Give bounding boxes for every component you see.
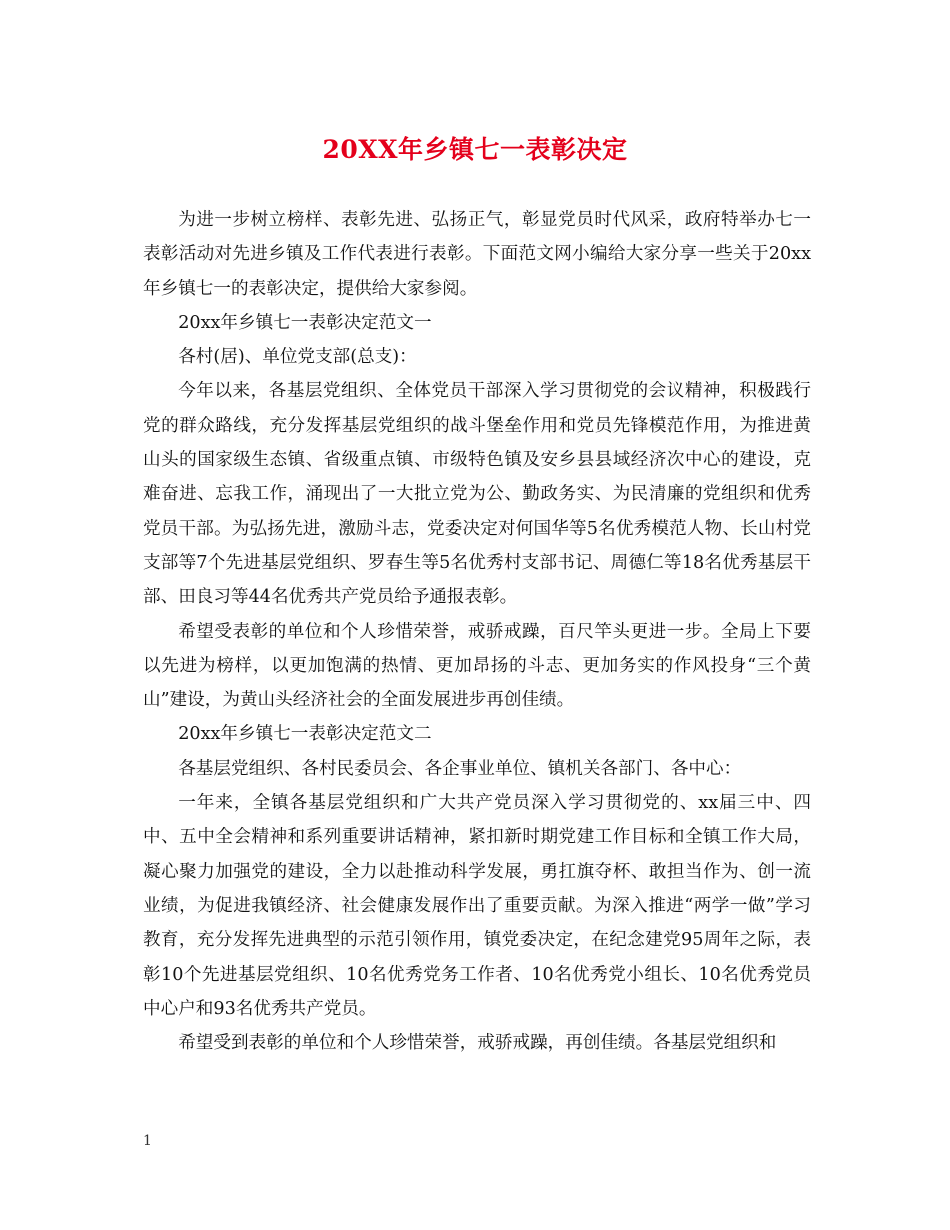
section-heading-one: 20xx年乡镇七一表彰决定范文一 bbox=[178, 312, 432, 333]
page-number: 1 bbox=[143, 1133, 152, 1149]
body-paragraph: 一年来，全镇各基层党组织和广大共产党员深入学习贯彻党的、xx届三中、四中、五中全会精神和系列重要讲话精神，紧扣新时期党建工作目标和全镇工作大局，凝心聚力加强党的建设，全力以赴推动科学发展，勇扛旗夺杯、敢担当作为、创一流业绩，为促进我镇经济、社会健康发展作出了重要贡献。为深入推进“两学一做”学习教育，充分发挥先进典型的示范引领作用，镇党委决定，在纪念建党95周年之际，表彰10个先进基层党组织、10名优秀党务工作者、10名优秀党小组长、10名优秀党员中心户和93名优秀共产党员。 bbox=[143, 793, 811, 1019]
body-paragraph: 希望受到表彰的单位和个人珍惜荣誉，戒骄戒躁，再创佳绩。各基层党组织和 bbox=[178, 1033, 777, 1054]
document-title: 20XX年乡镇七一表彰决定 bbox=[322, 135, 628, 164]
body-paragraph: 希望受表彰的单位和个人珍惜荣誉，戒骄戒躁，百尺竿头更进一步。全局上下要以先进为榜样，以更加饱满的热情、更加昂扬的斗志、更加务实的作风投身“三个黄山”建设，为黄山头经济社会的全面发展进步再创佳绩。 bbox=[143, 621, 811, 711]
document-body bbox=[143, 203, 811, 1060]
salutation-two: 各基层党组织、各村民委员会、各企事业单位、镇机关各部门、各中心： bbox=[178, 758, 742, 779]
salutation-one: 各村(居)、单位党支部(总支)： bbox=[178, 347, 417, 368]
body-paragraph: 今年以来，各基层党组织、全体党员干部深入学习贯彻党的会议精神，积极践行党的群众路线，充分发挥基层党组织的战斗堡垒作用和党员先锋模范作用，为推进黄山头的国家级生态镇、省级重点镇、市级特色镇及安乡县县域经济次中心的建设，克难奋进、忘我工作，涌现出了一大批立党为公、勤政务实、为民清廉的党组织和优秀党员干部。为弘扬先进，激励斗志，党委决定对何国华等5名优秀模范人物、长山村党支部等7个先进基层党组织、罗春生等5名优秀村支部书记、周德仁等18名优秀基层干部、田良习等44名优秀共产党员给予通报表彰。 bbox=[143, 381, 811, 608]
section-heading-two: 20xx年乡镇七一表彰决定范文二 bbox=[178, 724, 432, 745]
intro-paragraph: 为进一步树立榜样、表彰先进、弘扬正气，彰显党员时代风采，政府特举办七一表彰活动对先进乡镇及工作代表进行表彰。下面范文网小编给大家分享一些关于20xx年乡镇七一的表彰决定，提供给大家参阅。 bbox=[143, 210, 811, 299]
